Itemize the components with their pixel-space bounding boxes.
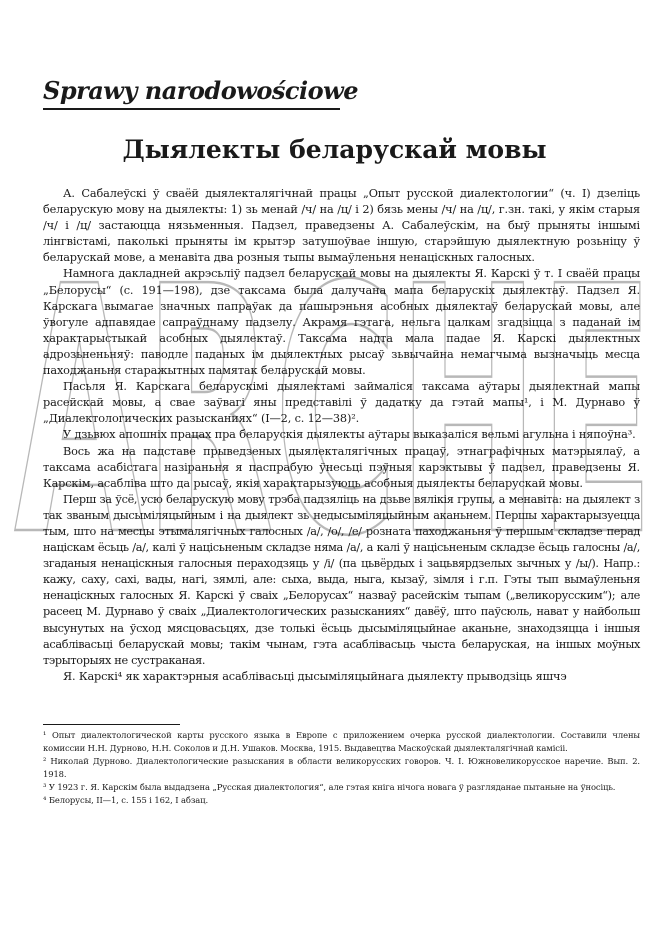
watermark-text: ARCHE bbox=[14, 230, 654, 560]
footnote: ² Николай Дурново. Диалектологические разыскания в области великорусских говоров. Ч. І. Южновеликорусское наречие. Вып. 2. 1918. bbox=[43, 756, 640, 779]
paragraph: У дзьвюх апошніх працах пра беларускія дыялекты аўтары выказаліся вельмі агульна і няпоўна³. bbox=[63, 428, 636, 442]
footnote: ¹ Опыт диалектологической карты русского языка в Европе с приложением очерка русской диалектологии. Составили члены комиссии Н.Н. Дурново, Н.Н. Соколов и Д.Н. Ушаков. Москва, 1915. Выдавецтва Маскоўскай дыялекталягічнай камісіі. bbox=[43, 730, 640, 753]
paragraph: Намнога дакладней акрэсьліў падзел беларускай мовы на дыялекты Я. Карскі ў т. І сваёй працы „Белорусы“ (с. 191—198), дзе таксама была далучана мапа беларускіх дыялектаў. Падзел Я. Карскага вымагае значных папраўак да пашырэньня асобных дыялектаў беларускай мовы, але ўвогуле адпавядае сапраўднаму падзелу. Акрамя гэтага, нельга цалкам згадзіцца з паданай ім характарыстыкай асобных дыялектаў. Таксама надта мала падае Я. Карскі дыялектных адрозьненьняў: паводле паданых ім дыялектных рысаў зьвычайна немагчыма вызначыць месца паходжаньня старажытных памятак беларускай мовы. bbox=[43, 267, 640, 378]
section-title-underline bbox=[43, 108, 340, 110]
article-body bbox=[43, 186, 640, 685]
paragraph: Вось жа на падставе прыведзеных дыялекталягічных працаў, этнаграфічных матэрыялаў, а таксама асабістага назіраньня я паспрабую ўнесьці пэўныя карэктывы ў падзел, праведзены Я. Карскім, асабліва што да рысаў, якія характарызуюць асобныя дыялекты беларускай мовы. bbox=[43, 444, 640, 490]
article-title: Дыялекты беларускай мовы bbox=[122, 135, 547, 164]
paragraph: Пасьля Я. Карскага беларускімі дыялектамі займаліся таксама аўтары дыялектнай мапы расейскай мовы, а свае заўвагі яны представілі ў дадатку да гэтай мапы¹, і М. Дурнаво ў „Диалектологических разысканиях“ (І—2, с. 12—38)². bbox=[43, 380, 640, 426]
paragraph: Я. Карскі⁴ як характэрныя асаблівасьці дысыміляцыйнага дыялекту прыводзіць яшчэ bbox=[63, 669, 567, 683]
footnote: ⁴ Белорусы, ІІ—1, с. 155 і 162, І абзац. bbox=[43, 795, 209, 805]
footnotes bbox=[43, 729, 640, 807]
paragraph: А. Сабалеўскі ў сваёй дыялекталягічнай працы „Опыт русской диалектологии“ (ч. І) дзеліць беларускую мову на дыялекты: 1) зь менай /ч/ на /ц/ і 2) бязь мены /ч/ на /ц/, г.зн. такі, у якім старыя /ч/ і /ц/ застаюцца нязьменныя. Падзел, праведзены А. Сабалеўскім, на быў прыняты іншымі лінгвістамі, паколькі прыняты ім крытэр затушоўвае іншую, старэйшую дыялектную розьніцу ў беларускай мове, а менавіта два розныя тыпы вымаўленьня ненаціскных галосных. bbox=[43, 187, 640, 265]
footnote-separator bbox=[43, 724, 180, 725]
footnote: ³ У 1923 г. Я. Карскім была выдадзена „Русская диалектология“, але гэтая кніга нічога новага ў разгляданае пытаньне на ўносіць. bbox=[43, 782, 616, 792]
section-title: Sprawy narodowościowe bbox=[43, 76, 359, 105]
paragraph: Перш за ўсё, усю беларускую мову трэба падзяліць на дзьве вялікія групы, а менавіта: на дыялект з так званым дысыміляцыйным і на дыялект зь недысыміляцыйным аканьнем. Першы характарызуецца тым, што на месцы этымалягічных галосных /а/, /о/, /е/ розната паходжаньня ў першым складзе перад націскам ёсьць /а/, калі ў націсьненым складзе няма /а/, а калі ў націсьненым складзе ёсьць галосны /а/, згаданыя ненаціскныя галосныя пераходзяць у /і/ (па цьвёрдых і зацьвярдзелых зычных у /ы/). Напр.: кажу, саху, сахі, вады, нагі, зямлі, але: сыха, выда, ныга, кызаў, зімля і г.п. Гэты тып вымаўленьня ненаціскных галосных Я. Карскі ў сваіх „Белорусах“ назваў расейскім тыпам („великорусским“); але расеец М. Дурнаво ў сваіх „Диалектологических разысканиях“ давёў, што паўсюль, нават у найбольш высунутых на ўсход мясцовасьцях, дзе толькі ёсьць дысыміляцыйнае аканьне, знаходзяцца і іншыя асаблівасьці беларускай мовы; такім чынам, гэта асаблівасьць чыста беларуская, на іншых моўных тэрыторыях не сустраканая. bbox=[43, 492, 640, 667]
